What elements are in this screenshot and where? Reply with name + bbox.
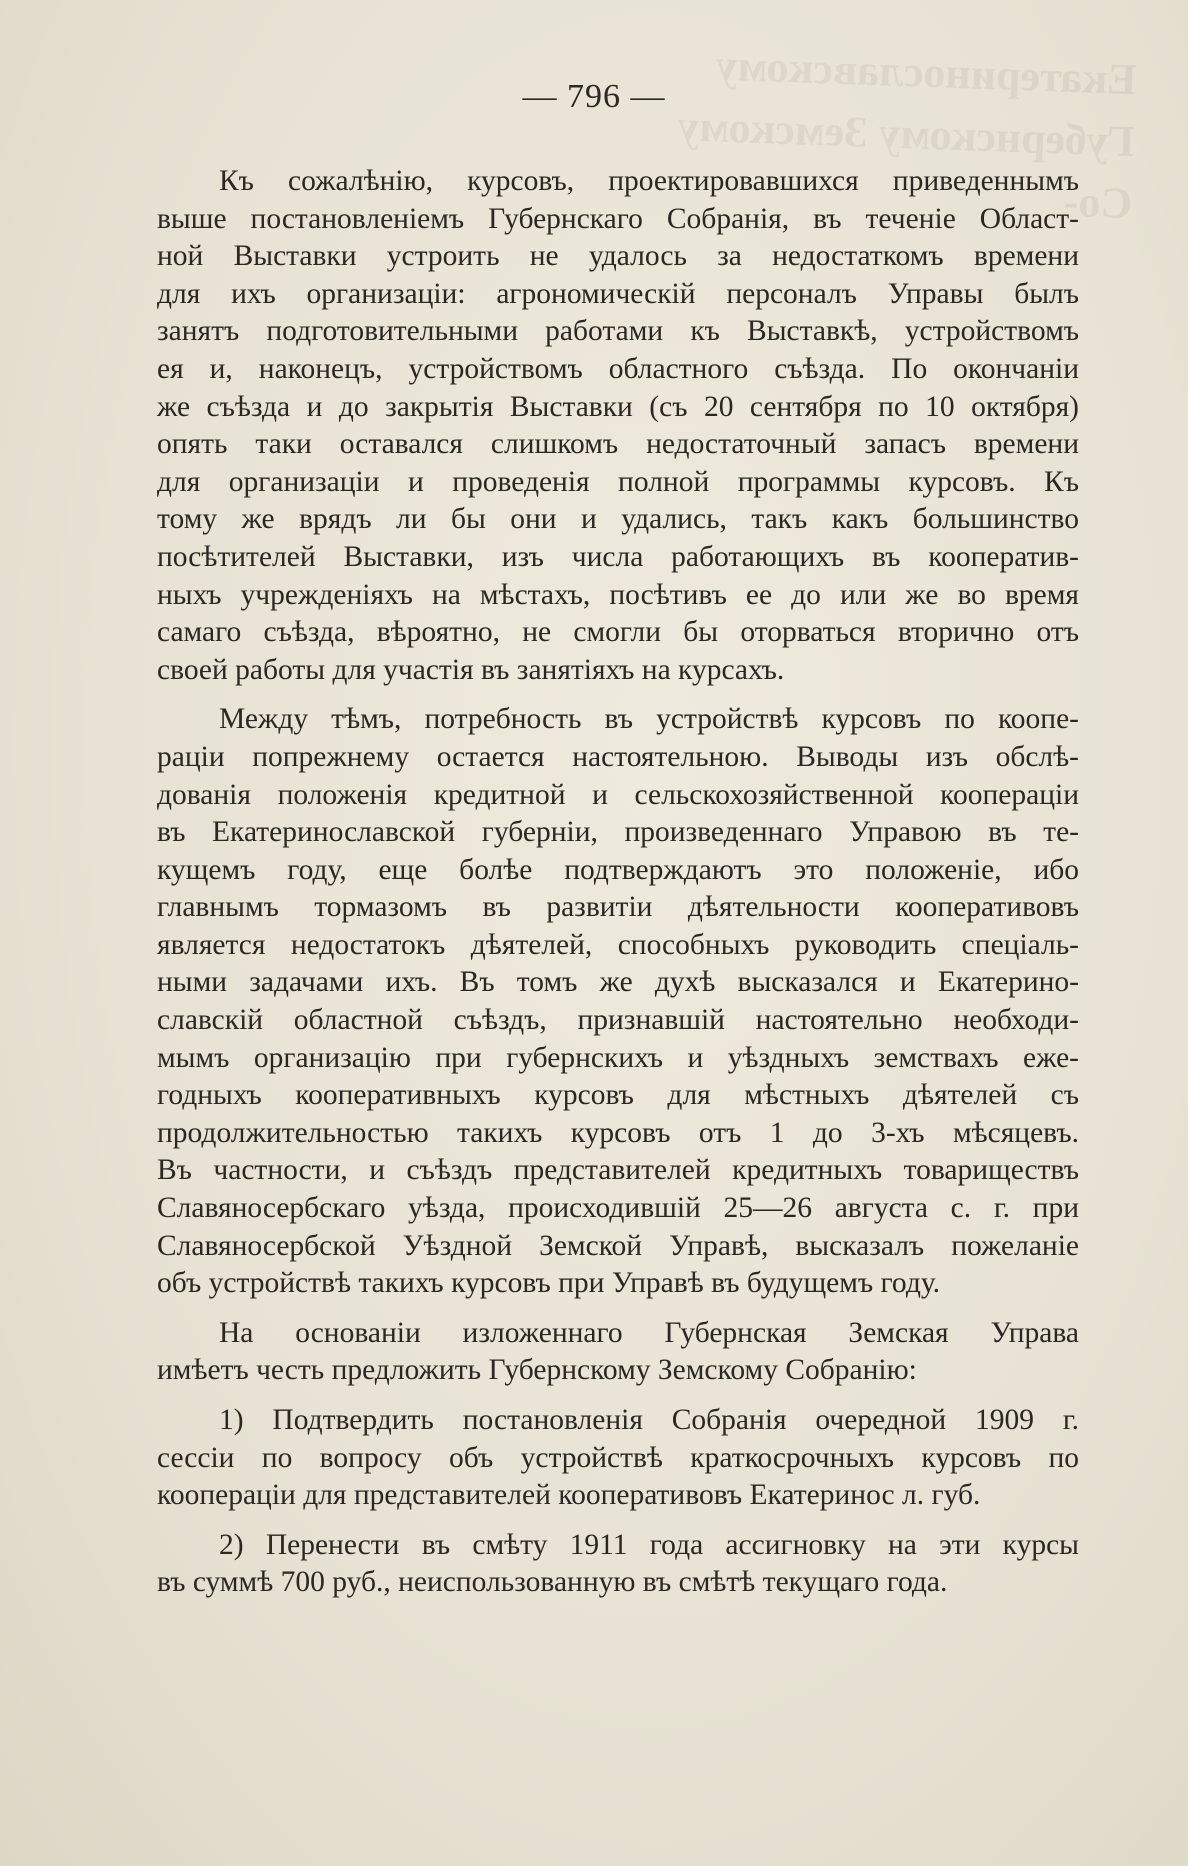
text-line: славскій областной съѣздъ, признавшій настоятельно необходи- (157, 1004, 1079, 1037)
text-line: коопераціи для представителей кооперативовъ Екатеринос л. губ. (157, 1479, 981, 1512)
text-line: для организаціи и проведенія полной программы курсовъ. Къ (157, 465, 1079, 498)
text-line: Въ частности, и съѣздъ представителей кредитныхъ товариществъ (157, 1154, 1079, 1187)
text-line: раціи попрежнему остается настоятельною. Выводы изъ обслѣ- (157, 740, 1079, 773)
bleed-through-text: Екатеринославскому Губернскому Земскому Со- (676, 40, 1138, 229)
text-line: Между тѣмъ, потребность въ устройствѣ курсовъ по коопе- (219, 703, 1079, 736)
text-line: 2) Перенести въ смѣту 1911 года ассигновку на эти курсы (219, 1528, 1079, 1561)
text-line: ея и, наконецъ, устройствомъ областного съѣзда. По окончаніи (157, 352, 1079, 385)
text-line: мымъ организацію при губернскихъ и уѣздныхъ земствахъ еже- (157, 1041, 1079, 1074)
text-line: въ Екатеринославской губерніи, произведеннаго Управою въ те- (157, 816, 1079, 849)
text-line: Къ сожалѣнію, курсовъ, проектировавшихся приведеннымъ (219, 165, 1079, 197)
text-line: ной Выставки устроить не удалось за недостаткомъ времени (157, 240, 1079, 273)
paragraph (157, 163, 1079, 689)
text-line: На основаніи изложеннаго Губернская Земская Управа (219, 1316, 1079, 1349)
text-line: же съѣзда и до закрытія Выставки (съ 20 сентября по 10 октября) (157, 390, 1079, 423)
text-line: своей работы для участія въ занятіяхъ на курсахъ. (157, 653, 785, 686)
text-line: посѣтителей Выставки, изъ числа работающихъ въ кооператив- (157, 540, 1079, 573)
text-line: имѣетъ честь предложить Губернскому Земскому Собранію: (157, 1354, 917, 1387)
text-line: ныхъ учрежденіяхъ на мѣстахъ, посѣтивъ ее до или же во время (157, 578, 1079, 611)
text-line: дованія положенія кредитной и сельскохозяйственной коопераціи (157, 778, 1079, 811)
text-line: ными задачами ихъ. Въ томъ же духѣ высказался и Екатерино- (157, 966, 1079, 999)
text-line: сессіи по вопросу объ устройствѣ краткосрочныхъ курсовъ по (157, 1441, 1079, 1474)
text-line: для ихъ организаціи: агрономическій персоналъ Управы былъ (157, 277, 1079, 310)
text-line: годныхъ кооперативныхъ курсовъ для мѣстныхъ дѣятелей съ (157, 1079, 1079, 1112)
text-line: продолжительностью такихъ курсовъ отъ 1 до 3-хъ мѣсяцевъ. (157, 1116, 1079, 1149)
document-body (157, 163, 1079, 1614)
paragraph (157, 1402, 1079, 1515)
text-line: самаго съѣзда, вѣроятно, не смогли бы оторваться вторично отъ (157, 616, 1079, 649)
text-line: тому же врядъ ли бы они и удались, такъ какъ большинство (157, 503, 1079, 536)
text-line: 1) Подтвердить постановленія Собранія очередной 1909 г. (219, 1404, 1079, 1436)
page-number: — 796 — (522, 78, 666, 115)
paragraph (157, 1527, 1079, 1602)
text-line: кущемъ году, еще болѣе подтверждаютъ это положеніе, ибо (157, 853, 1079, 886)
text-line: является недостатокъ дѣятелей, способныхъ руководить спеціаль- (157, 928, 1079, 961)
text-line: въ суммѣ 700 руб., неиспользованную въ смѣтѣ текущаго года. (157, 1566, 948, 1599)
text-line: опять таки оставался слишкомъ недостаточный запасъ времени (157, 428, 1079, 461)
text-line: выше постановленіемъ Губернскаго Собранія, въ теченіе Област- (157, 202, 1079, 235)
text-line: Славяносербской Уѣздной Земской Управѣ, высказалъ пожеланіе (157, 1229, 1079, 1262)
paragraph (157, 1315, 1079, 1390)
text-line: Славяносербскаго уѣзда, происходившій 25—26 августа с. г. при (157, 1192, 1079, 1225)
paragraph (157, 701, 1079, 1303)
text-line: главнымъ тормазомъ въ развитіи дѣятельности кооперативовъ (157, 891, 1079, 924)
text-line: объ устройствѣ такихъ курсовъ при Управѣ въ будущемъ году. (157, 1267, 941, 1300)
text-line: занятъ подготовительными работами къ Выставкѣ, устройствомъ (157, 315, 1079, 348)
